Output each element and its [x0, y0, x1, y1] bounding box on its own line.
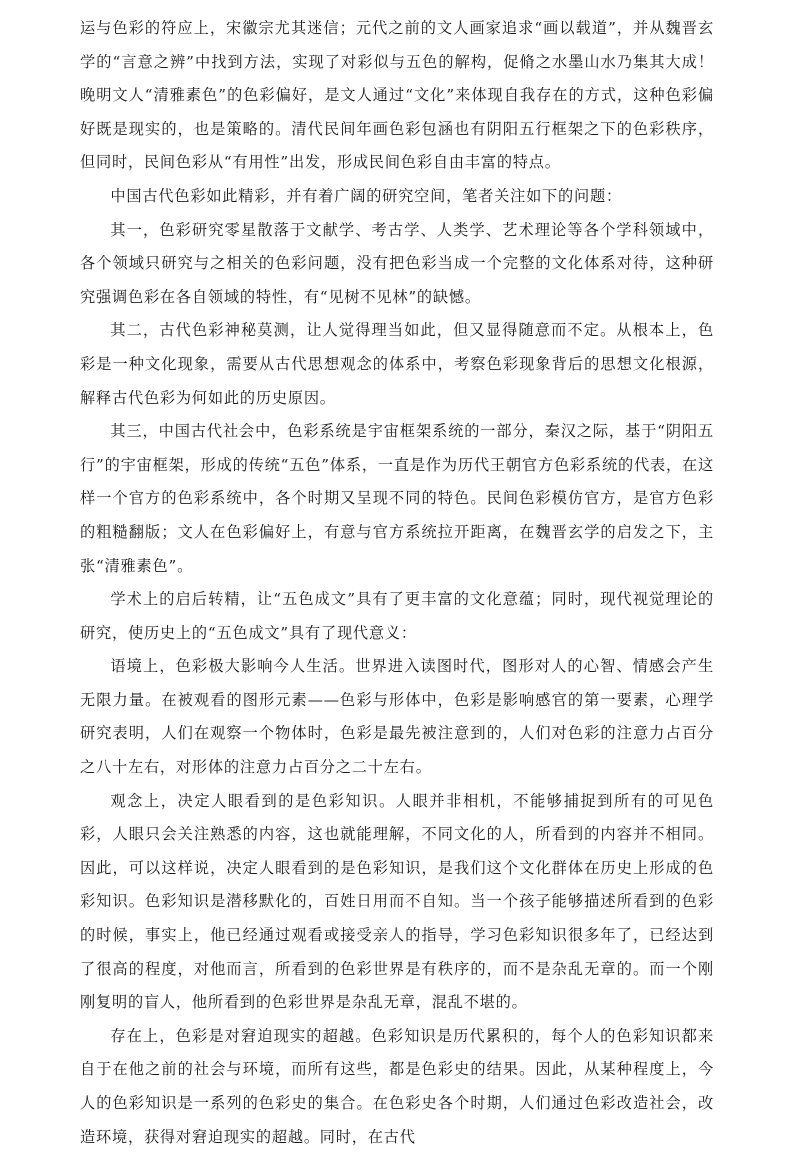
paragraph-5: 其三，中国古代社会中，色彩系统是宇宙框架系统的一部分，秦汉之际，基于“阴阳五行”的宇宙框架，形成的传统“五色”体系，一直是作为历代王朝官方色彩系统的代表，在这样一个官方的色彩系统中，各个时期又呈现不同的特色。民间色彩模仿官方，是官方色彩的粗糙翻版；文人在色彩偏好上，有意与官方系统拉开距离，在魏晋玄学的启发之下，主张“清雅素色”。 — [80, 422, 714, 575]
paragraph-7: 语境上，色彩极大影响今人生活。世界进入读图时代，图形对人的心智、情感会产生无限力量。在被观看的图形元素——色彩与形体中，色彩是影响感官的第一要素，心理学研究表明，人们在观察一个物体时，色彩是最先被注意到的，人们对色彩的注意力占百分之八十左右，对形体的注意力占百分之二十左右。 — [80, 657, 714, 777]
paragraph-2: 中国古代色彩如此精彩，并有着广阔的研究空间，笔者关注如下的问题： — [110, 186, 622, 205]
paragraph-6: 学术上的启后转精，让“五色成文”具有了更丰富的文化意蕴；同时，现代视觉理论的研究，使历史上的“五色成文”具有了现代意义： — [80, 590, 714, 642]
paragraph-3: 其一，色彩研究零星散落于文献学、考古学、人类学、艺术理论等各个学科领域中，各个领域只研究与之相关的色彩问题，没有把色彩当成一个完整的文化体系对待，这种研究强调色彩在各自领域的特性，有“见树不见林”的缺憾。 — [80, 220, 714, 306]
paragraph-1: 运与色彩的符应上，宋徽宗尤其迷信；元代之前的文人画家追求“画以载道”，并从魏晋玄学的“言意之辨”中找到方法，实现了对彩似与五色的解构，促脩之水墨山水乃集其大成！晚明文人“清雅素色”的色彩偏好，是文人通过“文化”来体现自我存在的方式，这种色彩偏好既是现实的，也是策略的。清代民间年画色彩包涵也有阴阳五行框架之下的色彩秩序，但同时，民间色彩从“有用性”出发，形成民间色彩自由丰富的特点。 — [80, 19, 714, 172]
paragraph-8: 观念上，决定人眼看到的是色彩知识。人眼并非相机，不能够捕捉到所有的可见色彩，人眼只会关注熟悉的内容，这也就能理解，不同文化的人，所看到的内容并不相同。因此，可以这样说，决定人眼看到的是色彩知识，是我们这个文化群体在历史上形成的色彩知识。色彩知识是潜移默化的，百姓日用而不自知。当一个孩子能够描述所看到的色彩的时候，事实上，他已经通过观看或接受亲人的指导，学习色彩知识很多年了，已经达到了很高的程度，对他而言，所看到的色彩世界是有秩序的，而不是杂乱无章的。而一个刚刚复明的盲人，他所看到的色彩世界是杂乱无章，混乱不堪的。 — [80, 791, 714, 1012]
paragraph-9: 存在上，色彩是对窘迫现实的超越。色彩知识是历代累积的，每个人的色彩知识都来自于在他之前的社会与环境，而所有这些，都是色彩史的结果。因此，从某种程度上，今人的色彩知识是一系列的色彩史的集合。在色彩史各个时期，人们通过色彩改造社会，改造环境，获得对窘迫现实的超越。同时，在古代 — [80, 1026, 714, 1146]
paragraph-4: 其二，古代色彩神秘莫测，让人觉得理当如此，但又显得随意而不定。从根本上，色彩是一种文化现象，需要从古代思想观念的体系中，考察色彩现象背后的思想文化根源，解释古代色彩为何如此的历史原因。 — [80, 321, 714, 407]
